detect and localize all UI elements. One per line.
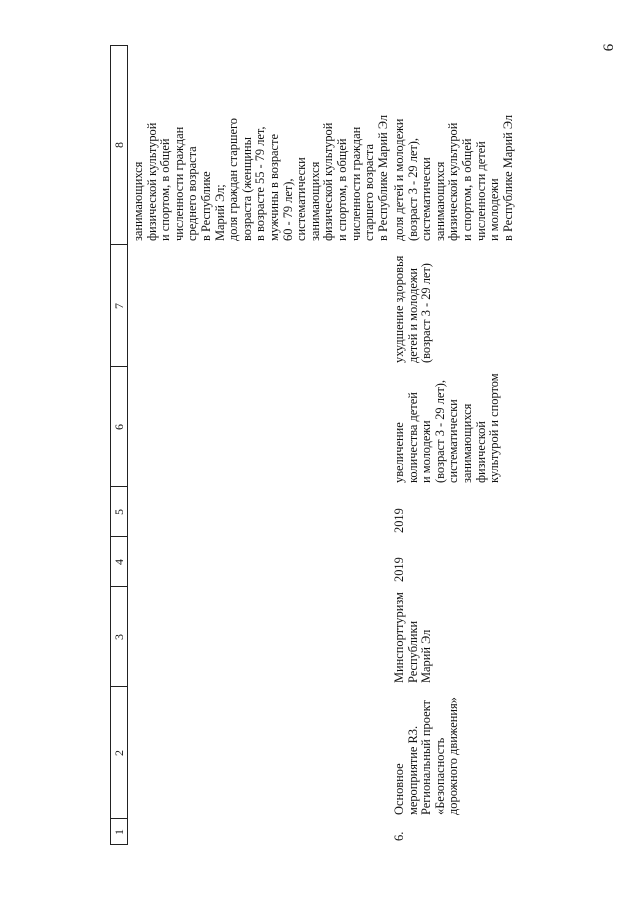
prev-row-col8: занимающихся физической культурой и спортом, в общей численности граждан среднего возраста в Республике Марий Эл; доля граждан старшего возраста (женщины в возрасте 55 - 79 лет, мужчины в возрасте 60 - 79 лет), систематически занимающихся физической культурой и спортом, в общей численности граждан старшего возраста в Республике Марий Эл bbox=[131, 114, 390, 241]
row6-col8: доля детей и молодежи (возраст 3 - 29 лет), систематически занимающихся физической культурой и спортом, в общей численности детей и молодежи в Республике Марий Эл bbox=[392, 114, 515, 241]
row6-num: 6. bbox=[392, 831, 406, 841]
header-bottom-border bbox=[127, 45, 128, 845]
header-col-7: 7 bbox=[112, 303, 126, 309]
header-col-4: 4 bbox=[112, 559, 126, 565]
header-col-5: 5 bbox=[112, 509, 126, 515]
row6-col4: 2019 bbox=[392, 557, 406, 582]
row6-col3: Минспорттуризм Республики Марий Эл bbox=[392, 592, 434, 683]
row6-col2: Основное мероприятие R3. Региональный проект «Безопасность дорожного движения» bbox=[392, 697, 461, 815]
data-table bbox=[110, 45, 538, 845]
row6-col6: увеличение количества детей и молодежи (возраст 3 - 29 лет), систематически занимающихся физической культурой и спортом bbox=[392, 373, 502, 483]
row6-col5: 2019 bbox=[392, 508, 406, 533]
row6-col7: ухудшение здоровья детей и молодежи (возраст 3 - 29 лет) bbox=[392, 255, 434, 363]
header-col-2: 2 bbox=[112, 750, 126, 756]
rotated-table-wrapper bbox=[110, 45, 538, 845]
header-col-3: 3 bbox=[112, 634, 126, 640]
header-col-6: 6 bbox=[112, 424, 126, 430]
header-col-8: 8 bbox=[112, 142, 126, 148]
header-col-1: 1 bbox=[112, 829, 126, 835]
page-number: 9 bbox=[599, 43, 616, 52]
